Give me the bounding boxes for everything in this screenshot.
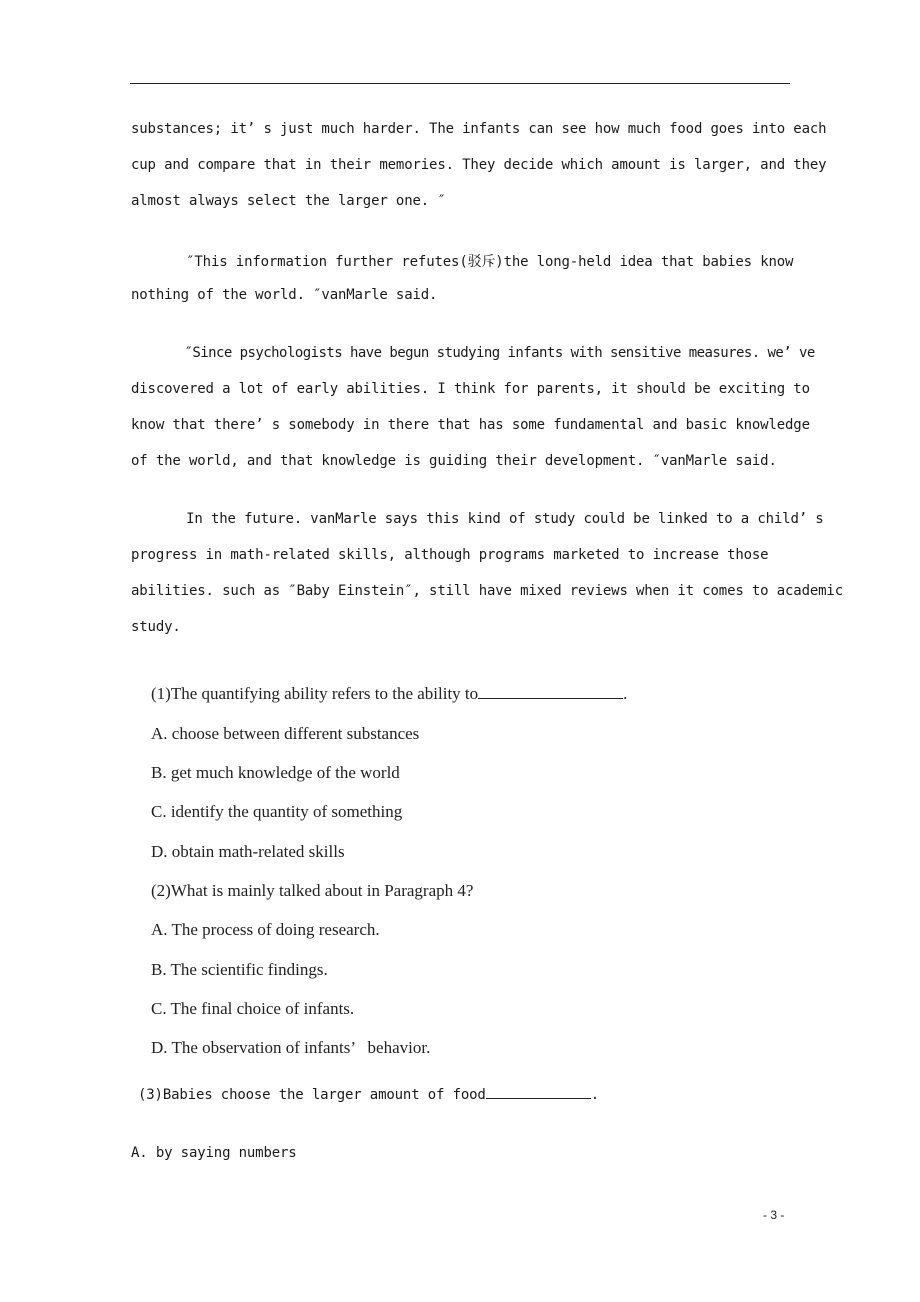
option-1a[interactable]: A. choose between different substances [151,724,420,743]
question-2-stem: (2)What is mainly talked about in Paragraph 4? [151,881,474,900]
page-number: - 3 - [763,1208,785,1222]
option-2b[interactable]: B. The scientific findings. [151,960,328,979]
passage-line: In the future. vanMarle says this kind of study could be linked to a child’ s [153,511,824,527]
answer-blank[interactable] [486,1098,591,1099]
question-1-stem: (1)The quantifying ability refers to the ability to [151,684,479,703]
passage-line: know that there’ s somebody in there that has some fundamental and basic knowledge [131,417,810,433]
passage-line: abilities. such as ″Baby Einstein″, still have mixed reviews when it comes to academic [131,583,843,599]
passage-line: substances; it’ s just much harder. The infants can see how much food goes into each [131,121,827,137]
question-1 [151,684,627,704]
option-1d[interactable]: D. obtain math-related skills [151,842,345,861]
header-rule [130,83,790,84]
option-3a[interactable]: A. by saying numbers [131,1145,297,1161]
passage-line: ″This information further refutes(驳斥)the long-held idea that babies know [153,254,794,270]
question-3 [138,1087,599,1103]
passage-line: cup and compare that in their memories. They decide which amount is larger, and they [131,157,827,173]
passage-line: almost always select the larger one. ″ [131,193,446,209]
option-2c[interactable]: C. The final choice of infants. [151,999,355,1018]
passage-line: study. [131,619,181,635]
passage-line: progress in math-related skills, although programs marketed to increase those [131,547,769,563]
passage-line: ″Since psychologists have begun studying infants with sensitive measures. we’ ve [153,345,815,361]
question-3-stem: (3)Babies choose the larger amount of food [138,1087,486,1103]
question-1-end: . [623,684,628,703]
option-1b[interactable]: B. get much knowledge of the world [151,763,400,782]
answer-blank[interactable] [478,698,623,699]
option-2a[interactable]: A. The process of doing research. [151,920,380,939]
passage-line: of the world, and that knowledge is guiding their development. ″vanMarle said. [131,453,777,469]
option-1c[interactable]: C. identify the quantity of something [151,802,403,821]
option-2d[interactable]: D. The observation of infants’ behavior. [151,1038,431,1057]
passage-line: nothing of the world. ″vanMarle said. [131,287,438,303]
passage-line: discovered a lot of early abilities. I think for parents, it should be exciting to [131,381,810,397]
question-3-end: . [590,1087,599,1103]
